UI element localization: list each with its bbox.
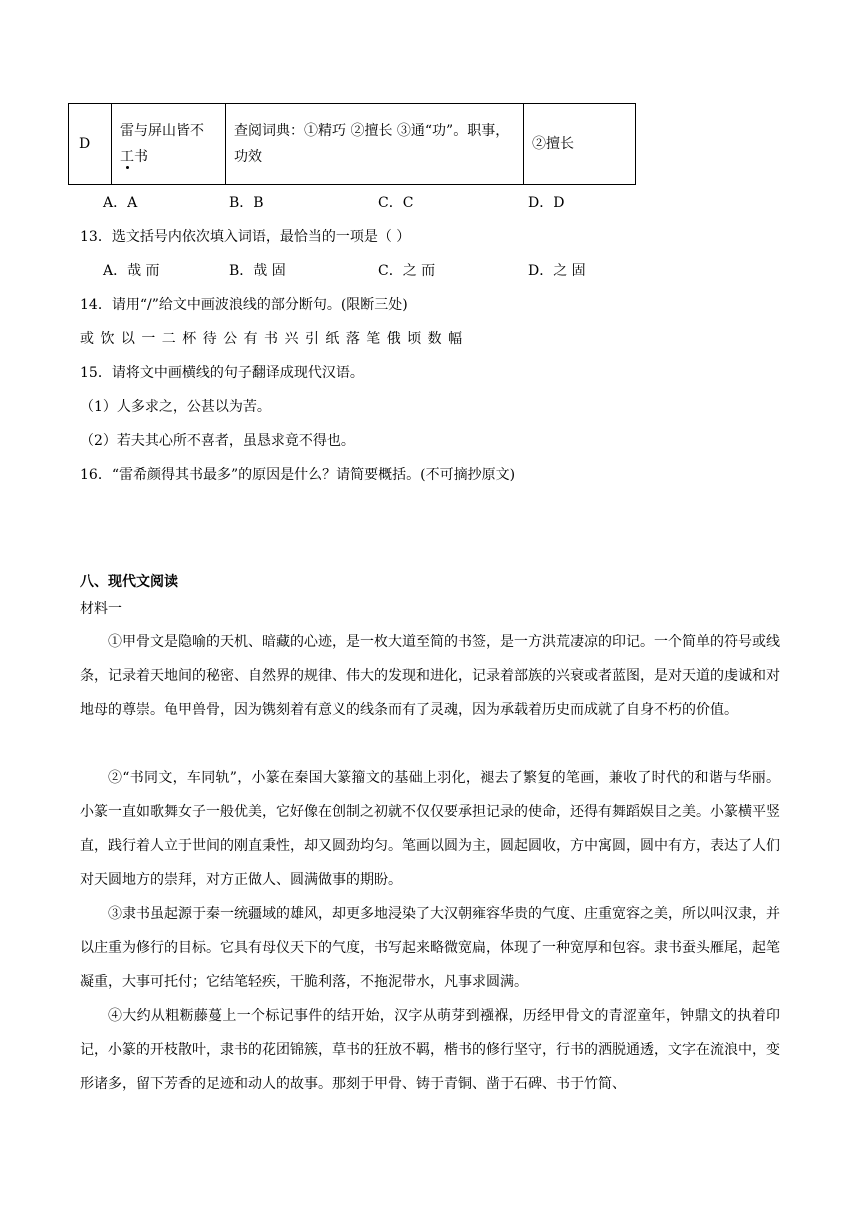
paragraph-3: ③隶书虽起源于秦一统疆域的雄风，却更多地浸染了大汉朝雍容华贵的气度、庄重宽容之美，所以叫汉隶，并以庄重为修行的目标。它具有母仪天下的气度，书写起来略微宽扁，体现了一种宽厚和包容。隶书蚕头雁尾，起笔凝重，大事可托付；它结笔轻疾，干脆利落，不拖泥带水，凡事求圆满。 <box>80 906 780 990</box>
q16-stem: 16．“雷希颜得其书最多”的原因是什么？请简要概括。(不可摘抄原文) <box>80 467 516 483</box>
q13-option-b: B．哉 固 <box>229 263 286 279</box>
emphasized-char: 工 <box>120 149 134 165</box>
answer-cell: ②擅长 <box>524 104 636 185</box>
sentence-tail: 书 <box>134 149 148 165</box>
table-row <box>69 104 636 185</box>
q12-option-b: B．B <box>229 195 264 211</box>
q14-stem: 14．请用“/”给文中画波浪线的部分断句。(限断三处) <box>80 297 408 313</box>
q15-item-1: （1）人多求之，公甚以为苦。 <box>80 399 271 415</box>
paragraph-2: ②“书同文，车同轨”，小篆在秦国大篆籀文的基础上羽化，褪去了繁复的笔画，兼收了时代的和谐与华丽。小篆一直如歌舞女子一般优美，它好像在创制之初就不仅仅要承担记录的使命，还得有舞蹈娱目之美。小篆横平竖直，践行着人立于世间的刚直秉性，却又圆劲均匀。笔画以圆为主，圆起圆收，方中寓圆，圆中有方，表达了人们对天圆地方的崇拜，对方正做人、圆满做事的期盼。 <box>80 770 780 888</box>
q13-option-a: A．哉 而 <box>103 263 160 279</box>
q15-stem: 15．请将文中画横线的句子翻译成现代汉语。 <box>80 365 364 381</box>
material-label: 材料一 <box>80 601 122 617</box>
dictionary-cell: 查阅词典：①精巧 ②擅长 ③通“功”。职事，功效 <box>226 104 524 185</box>
q15-item-2: （2）若夫其心所不喜者，虽恳求竟不得也。 <box>80 433 355 449</box>
q13-stem: 13．选文括号内依次填入词语，最恰当的一项是（ ） <box>80 229 411 245</box>
paragraph-1: ①甲骨文是隐喻的天机、暗藏的心迹，是一枚大道至简的书签，是一方洪荒凄凉的印记。一个简单的符号或线条，记录着天地间的秘密、自然界的规律、伟大的发现和进化，记录着部族的兴衰或者蓝图，是对天道的虔诚和对地母的尊崇。龟甲兽骨，因为镌刻着有意义的线条而有了灵魂，因为承载着历史而成就了自身不朽的价值。 <box>80 634 780 718</box>
q12-option-c: C．C <box>378 195 414 211</box>
sentence-cell <box>112 104 226 185</box>
q13-option-d: D．之 固 <box>528 263 586 279</box>
section-title: 八、现代文阅读 <box>80 574 178 590</box>
q12-option-a: A．A <box>103 195 138 211</box>
answer-table <box>68 103 636 185</box>
q13-option-c: C．之 而 <box>378 263 436 279</box>
paragraph-4: ④大约从粗粝藤蔓上一个标记事件的结开始，汉字从萌芽到襁褓，历经甲骨文的青涩童年，钟鼎文的执着印记，小篆的开枝散叶，隶书的花团锦簇，草书的狂放不羁，楷书的修行坚守，行书的洒脱通透，文字在流浪中，变形诸多，留下芳香的足迹和动人的故事。那刻于甲骨、铸于青铜、凿于石碑、书于竹简、 <box>80 1008 780 1092</box>
q14-text: 或 饮 以 一 二 杯 待 公 有 书 兴 引 纸 落 笔 俄 顷 数 幅 <box>80 331 464 347</box>
q12-option-d: D．D <box>528 195 565 211</box>
sentence-text: 雷与屏山皆不 <box>120 123 204 139</box>
option-letter-cell: D <box>69 104 112 185</box>
